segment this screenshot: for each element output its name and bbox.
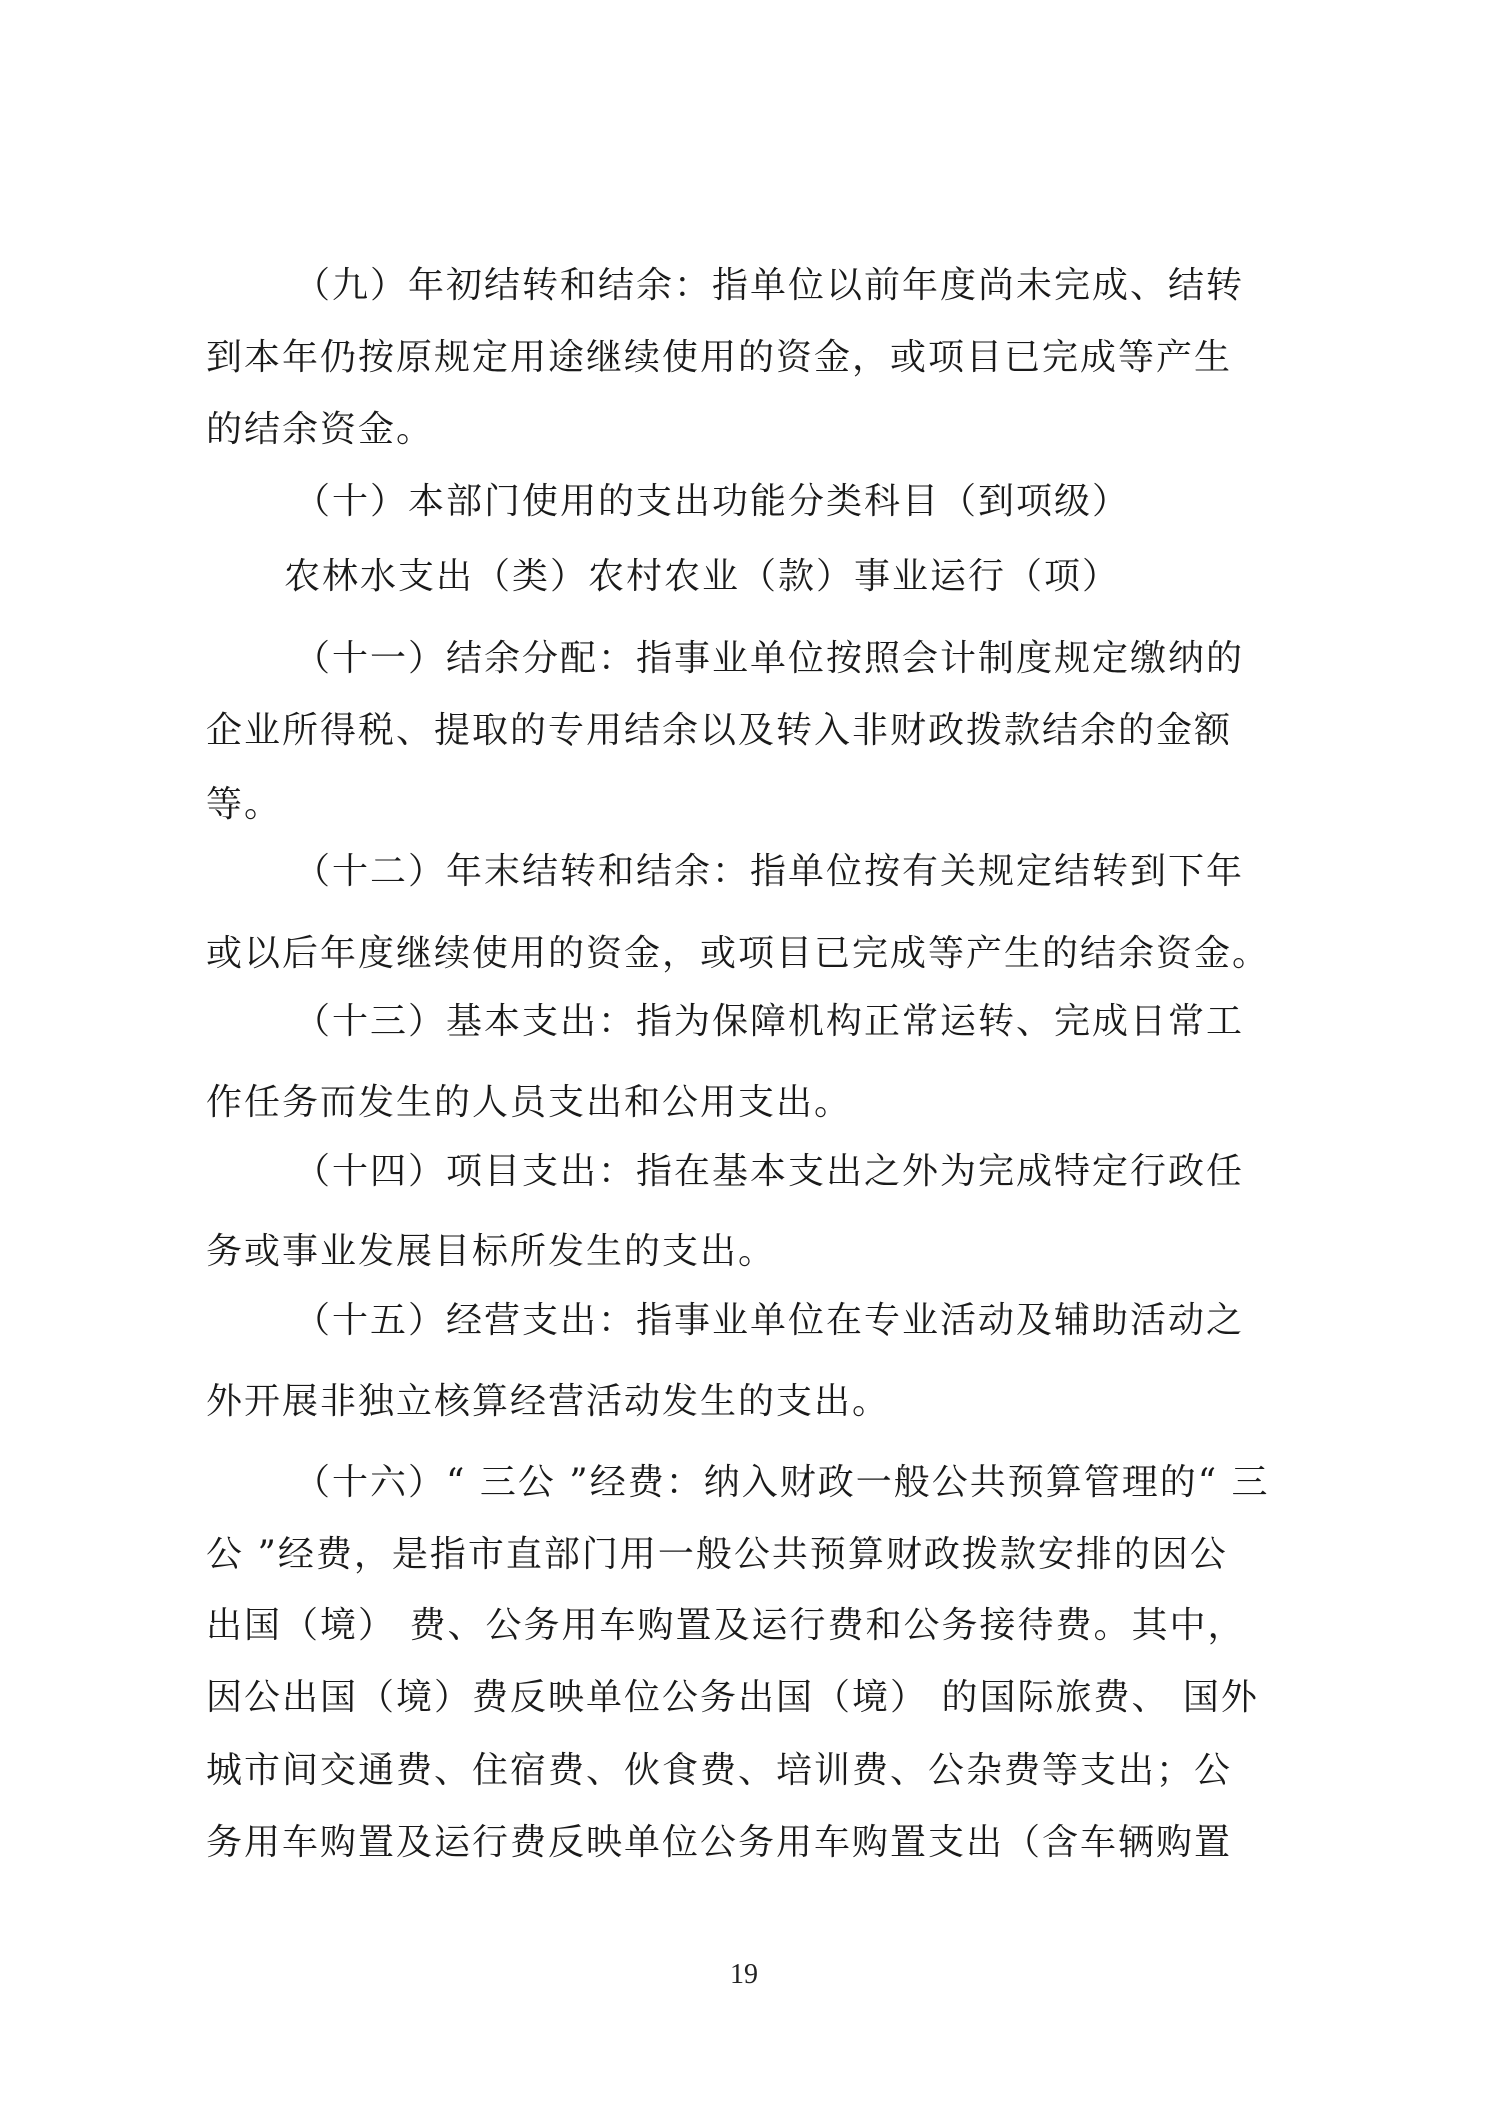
text-line: （十五）经营支出：指事业单位在专业活动及辅助活动之	[294, 1300, 1245, 1341]
text-line: 务或事业发展目标所发生的支出。	[206, 1231, 777, 1272]
text-line: 公 ”经费，是指市直部门用一般公共预算财政拨款安排的因公	[206, 1534, 1228, 1575]
text-line: 的结余资金。	[206, 409, 435, 450]
text-line: 到本年仍按原规定用途继续使用的资金，或项目已完成等产生	[206, 337, 1233, 378]
text-line: 农林水支出（类）农村农业（款）事业运行（项）	[284, 556, 1121, 597]
text-line: （十）本部门使用的支出功能分类科目（到项级）	[294, 481, 1131, 522]
text-line: （十三）基本支出：指为保障机构正常运转、完成日常工	[294, 1001, 1245, 1042]
text-line: 企业所得税、提取的专用结余以及转入非财政拨款结余的金额	[206, 710, 1233, 751]
page-number: 19	[730, 1959, 758, 1990]
text-line: （十二）年末结转和结余：指单位按有关规定结转到下年	[294, 851, 1245, 892]
text-line: （九）年初结转和结余：指单位以前年度尚未完成、结转	[294, 265, 1245, 306]
text-line: 务用车购置及运行费反映单位公务用车购置支出（含车辆购置	[206, 1822, 1233, 1863]
text-line: （十六）“ 三公 ”经费：纳入财政一般公共预算管理的“ 三	[294, 1462, 1270, 1503]
text-line: 外开展非独立核算经营活动发生的支出。	[206, 1381, 891, 1422]
text-line: 城市间交通费、住宿费、伙食费、培训费、公杂费等支出；公	[206, 1750, 1233, 1791]
text-line: 或以后年度继续使用的资金，或项目已完成等产生的结余资金。	[206, 933, 1271, 974]
text-line: 出国（境） 费、公务用车购置及运行费和公务接待费。其中，	[206, 1605, 1246, 1646]
text-line: 因公出国（境）费反映单位公务出国（境） 的国际旅费、 国外	[206, 1677, 1259, 1718]
text-line: （十四）项目支出：指在基本支出之外为完成特定行政任	[294, 1151, 1245, 1192]
text-line: 作任务而发生的人员支出和公用支出。	[206, 1082, 853, 1123]
text-line: 等。	[206, 784, 283, 825]
text-line: （十一）结余分配：指事业单位按照会计制度规定缴纳的	[294, 638, 1245, 679]
